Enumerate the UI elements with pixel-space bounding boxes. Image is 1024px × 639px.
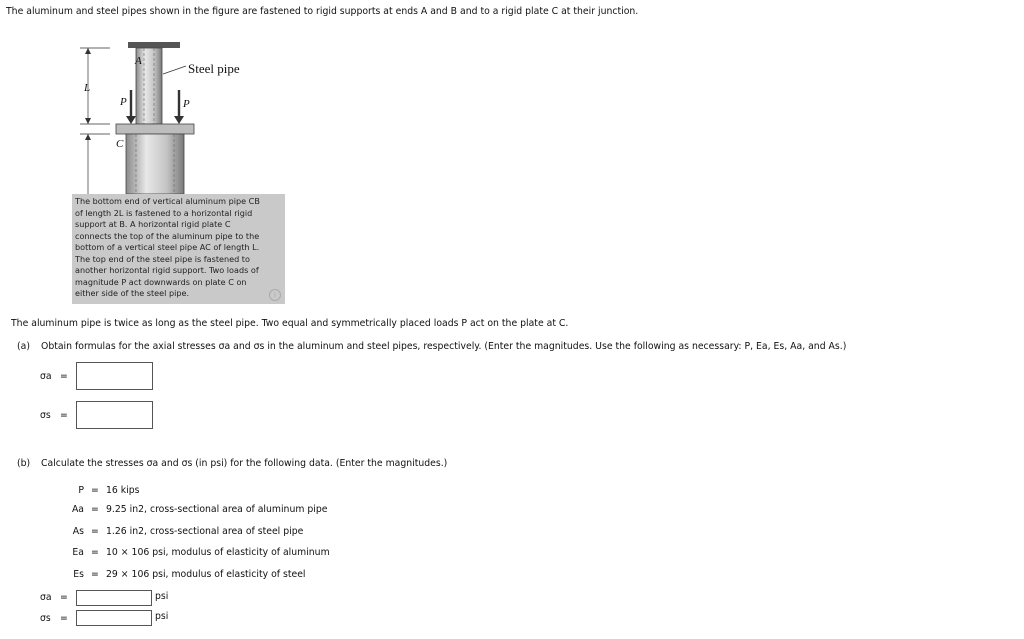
part-b-sigma-s-eq: = — [60, 613, 68, 624]
caption-line: bottom of a vertical steel pipe AC of length L. — [75, 242, 260, 252]
figure-label-p-right: P — [183, 98, 190, 110]
figure-label-c: C — [116, 138, 124, 150]
data-sym-aa: Aa — [71, 504, 84, 515]
figure-caption — [72, 194, 285, 304]
data-value-es: 29 × 106 psi, modulus of elasticity of steel — [106, 569, 306, 580]
part-b-label: (b) — [17, 458, 31, 469]
sigma-a-unit: psi — [155, 591, 169, 602]
part-a-sigma-a-eq: = — [60, 371, 68, 382]
data-eq-as: = — [91, 526, 99, 537]
data-value-as: 1.26 in2, cross-sectional area of steel pipe — [106, 526, 304, 537]
caption-line: of length 2L is fastened to a horizontal rigid — [75, 207, 253, 218]
caption-line: either side of the steel pipe. — [75, 288, 190, 298]
part-a-label: (a) — [17, 341, 30, 352]
data-value-aa: 9.25 in2, cross-sectional area of aluminum pipe — [106, 504, 328, 515]
caption-line: The bottom end of vertical aluminum pipe CB — [75, 196, 260, 206]
part-b-text: Calculate the stresses σa and σs (in psi) for the following data. (Enter the magnitudes.) — [41, 458, 448, 469]
caption-line: support at B. A horizontal rigid plate C — [75, 219, 231, 229]
steel-pipe-label: Steel pipe — [188, 61, 240, 76]
pipe-figure — [70, 38, 270, 198]
data-eq-es: = — [91, 569, 99, 580]
part-b-sigma-a-eq: = — [60, 592, 68, 603]
info-icon[interactable]: i — [269, 289, 281, 301]
figure-label-p-left: P — [120, 96, 127, 108]
data-sym-ea: Ea — [72, 547, 84, 558]
sigma-a-psi-input[interactable] — [76, 590, 152, 606]
data-eq-p: = — [91, 485, 99, 496]
part-a-text: Obtain formulas for the axial stresses σa and σs in the aluminum and steel pipes, respectively. (Enter the magnitudes. Use the following as necessary: P, Ea, Es, Aa, and As.) — [41, 341, 847, 352]
caption-line: another horizontal rigid support. Two loads of — [75, 265, 259, 275]
data-value-ea: 10 × 106 psi, modulus of elasticity of aluminum — [106, 547, 330, 558]
data-sym-p: P — [78, 485, 84, 496]
part-b-sigma-s-symbol: σs — [40, 613, 51, 624]
figure-label-a: A — [135, 55, 142, 67]
data-sym-es: Es — [73, 569, 84, 580]
data-eq-aa: = — [91, 504, 99, 515]
top-support — [128, 42, 180, 48]
caption-line: connects the top of the aluminum pipe to the — [75, 230, 260, 241]
sigma-a-formula-input[interactable] — [76, 362, 153, 390]
caption-line: The top end of the steel pipe is fastened to — [75, 253, 250, 264]
part-a-sigma-s-symbol: σs — [40, 410, 51, 421]
data-value-p: 16 kips — [106, 485, 140, 496]
data-eq-ea: = — [91, 547, 99, 558]
problem-intro: The aluminum and steel pipes shown in the figure are fastened to rigid supports at ends A and B and to a rigid plate C at their junction. — [6, 6, 639, 17]
aluminum-pipe-shape — [126, 134, 184, 194]
part-a-sigma-s-eq: = — [60, 410, 68, 421]
part-b-sigma-a-symbol: σa — [40, 592, 52, 603]
caption-line: magnitude P act downwards on plate C on — [75, 276, 247, 287]
caption-text — [75, 196, 280, 300]
sigma-s-psi-input[interactable] — [76, 610, 152, 626]
problem-statement: The aluminum pipe is twice as long as the steel pipe. Two equal and symmetrically placed loads P act on the plate at C. — [11, 318, 569, 329]
figure-label-l: L — [84, 82, 91, 94]
rigid-plate-c — [116, 124, 194, 134]
part-a-sigma-a-symbol: σa — [40, 371, 52, 382]
data-sym-as: As — [72, 526, 84, 537]
sigma-s-formula-input[interactable] — [76, 401, 153, 429]
sigma-s-unit: psi — [155, 611, 169, 622]
